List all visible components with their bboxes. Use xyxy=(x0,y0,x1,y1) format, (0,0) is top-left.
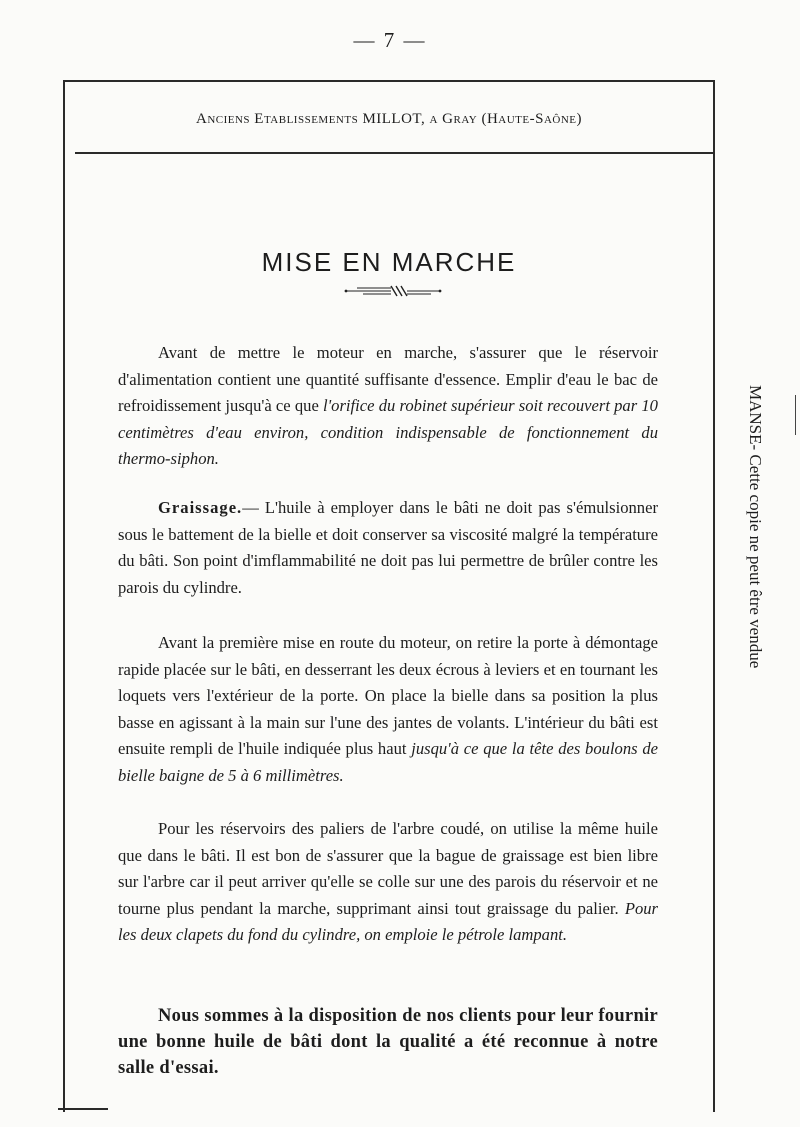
paragraph-first-start-italic: jusqu'à ce que la tête des boulons de bielle baigne de 5 à 6 millimètres. xyxy=(118,739,658,785)
page-title: MISE EN MARCHE xyxy=(261,247,517,278)
frame-bottom-rule xyxy=(58,1108,108,1110)
closing-notice: Nous sommes à la disposition de nos clients pour leur fournir une bonne huile de bâti dont la qualité a été reconnue à notre salle d'essai. xyxy=(118,1006,658,1078)
page-frame xyxy=(63,80,715,1112)
copyright-side-note xyxy=(745,385,785,705)
paragraph-first-start-text: Avant la première mise en route du moteur, on retire la porte à démontage rapide placée sur le bâti, en desserrant les deux écrous à leviers et en tournant les loquets vers l'extérieur de la porte. On place la bielle dans sa position la plus basse en agissant à la main sur l'une des jantes de volants. L'intérieur du bâti est ensuite rempli de l'huile indiquée plus haut xyxy=(118,633,658,758)
paragraph-first-start xyxy=(118,630,658,789)
lubrication-heading: Graissage. xyxy=(158,498,243,517)
company-header: Anciens Etablissements MILLOT, a Gray (Haute-Saône) xyxy=(195,111,583,127)
copyright-side-note-text: MANSE- Cette copie ne peut être vendue xyxy=(746,385,765,669)
paragraph-lubrication xyxy=(118,495,658,601)
title-flourish-ornament-icon xyxy=(343,284,443,298)
header-rule xyxy=(75,152,713,154)
paragraph-bearings-text: Pour les réservoirs des paliers de l'arbre coudé, on utilise la même huile que dans le bâti. Il est bon de s'assurer que la bague de graissage est bien libre sur l'arbre car il peut arriver qu'elle se colle sur une des parois du réservoir et ne tourne plus pendant la marche, supprimant ainsi tout graissage du palier. xyxy=(118,819,658,918)
paragraph-startup xyxy=(118,340,658,473)
paragraph-startup-italic: l'orifice du robinet supérieur soit recouvert par 10 centimètres d'eau environ, condition indispensable de fonctionnement du thermo-siphon. xyxy=(118,396,658,468)
paragraph-bearings xyxy=(118,816,658,949)
margin-mark xyxy=(795,395,796,435)
paragraph-bearings-italic: Pour les deux clapets du fond du cylindre, on emploie le pétrole lampant. xyxy=(118,898,658,944)
paragraph-lubrication-text: — L'huile à employer dans le bâti ne doit pas s'émulsionner sous le battement de la bielle et doit conserver sa viscosité malgré la température du bâti. Son point d'imflammabilité ne doit pas lui permettre de brûler contre les parois du cylindre. xyxy=(118,498,658,597)
page-number: — 7 — xyxy=(353,28,427,52)
paragraph-startup-text: Avant de mettre le moteur en marche, s'assurer que le réservoir d'alimentation contient une quantité suffisante d'essence. Emplir d'eau le bac de refroidissement jusqu'à ce que xyxy=(118,343,658,415)
